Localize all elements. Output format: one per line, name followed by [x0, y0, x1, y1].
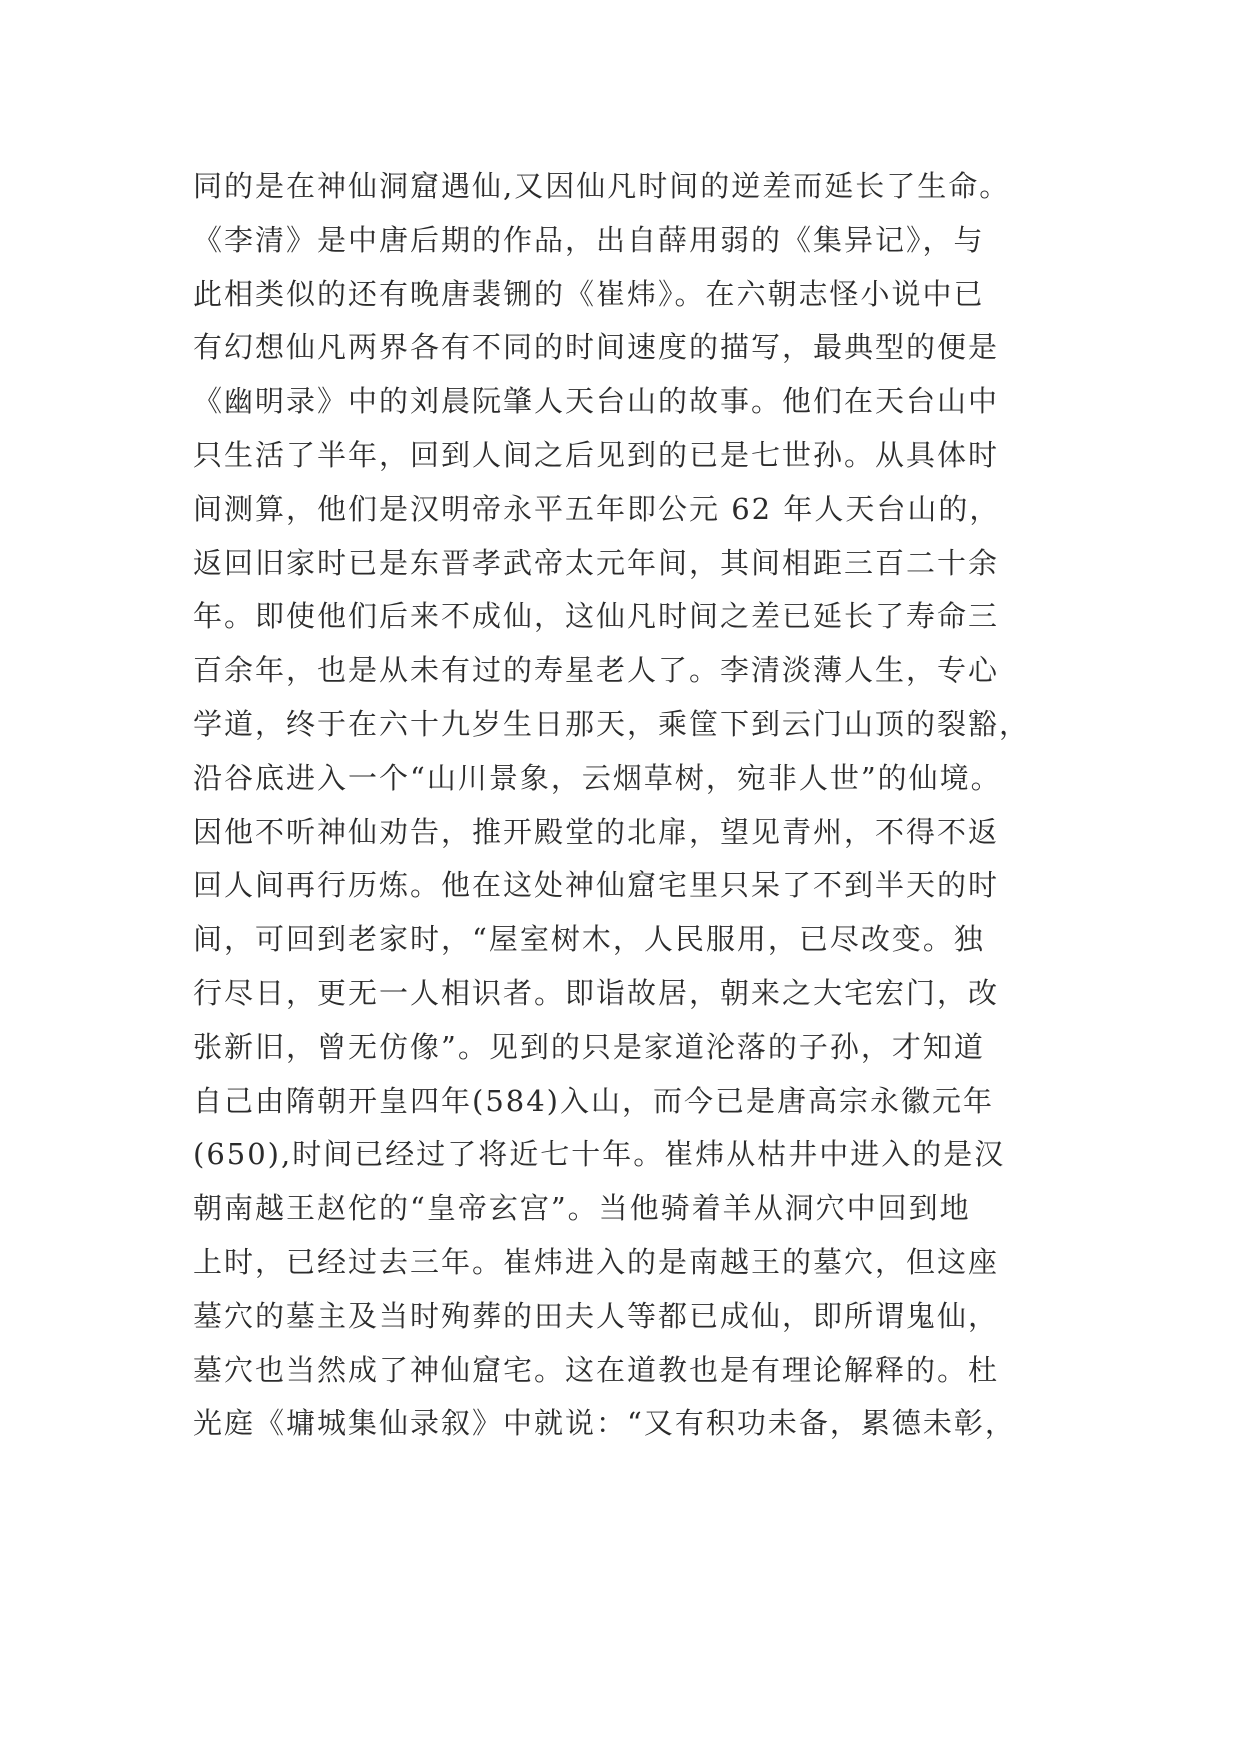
text-line: 张新旧，曾无仿像”。见到的只是家道沦落的子孙，才知道	[193, 1029, 985, 1064]
text-line: 只生活了半年，回到人间之后见到的已是七世孙。从具体时	[193, 437, 1000, 472]
body-text	[193, 160, 1093, 1451]
text-line: 《李清》是中唐后期的作品，出自薛用弱的《集异记》，与	[193, 222, 985, 257]
text-line: 上时，已经过去三年。崔炜进入的是南越王的墓穴，但这座	[193, 1244, 1000, 1279]
text-line: 间，可回到老家时，“屋室树木，人民服用，已尽改变。独	[193, 922, 985, 957]
text-line: 此相类似的还有晚唐裴铏的《崔炜》。在六朝志怪小说中已	[193, 276, 985, 311]
text-line: (650),时间已经过了将近七十年。崔炜从枯井中进入的是汉	[193, 1137, 1006, 1172]
text-line: 同的是在神仙洞窟遇仙,又因仙凡时间的逆差而延长了生命。	[193, 169, 1011, 203]
text-line: 年。即使他们后来不成仙，这仙凡时间之差已延长了寿命三	[193, 599, 1000, 634]
text-line: 光庭《墉城集仙录叙》中就说：“又有积功未备，累德未彰，	[193, 1406, 1016, 1441]
text-line: 沿谷底进入一个“山川景象，云烟草树，宛非人世”的仙境。	[193, 760, 1002, 795]
text-line: 行尽日，更无一人相识者。即诣故居，朝来之大宅宏门，改	[193, 975, 1000, 1010]
text-line: 学道，终于在六十九岁生日那天，乘筐下到云门山顶的裂豁，	[193, 706, 1031, 741]
text-line: 墓穴也当然成了神仙窟宅。这在道教也是有理论解释的。杜	[193, 1352, 1000, 1387]
text-line: 自己由隋朝开皇四年(584)入山，而今已是唐高宗永徽元年	[193, 1083, 994, 1118]
text-line: 间测算，他们是汉明帝永平五年即公元 62 年人天台山的，	[193, 491, 1001, 526]
text-line: 因他不听神仙劝告，推开殿堂的北扉，望见青州，不得不返	[193, 814, 1000, 849]
text-line: 有幻想仙凡两界各有不同的时间速度的描写，最典型的便是	[193, 330, 1000, 365]
text-line: 回人间再行历炼。他在这处神仙窟宅里只呆了不到半天的时	[193, 868, 1000, 903]
text-line: 墓穴的墓主及当时殉葬的田夫人等都已成仙，即所谓鬼仙，	[193, 1298, 1000, 1333]
text-line: 返回旧家时已是东晋孝武帝太元年间，其间相距三百二十余	[193, 545, 1000, 580]
text-line: 百余年，也是从未有过的寿星老人了。李清淡薄人生，专心	[193, 653, 1000, 688]
text-line: 朝南越王赵佗的“皇帝玄宫”。当他骑着羊从洞穴中回到地	[193, 1191, 971, 1226]
text-line: 《幽明录》中的刘晨阮肇人天台山的故事。他们在天台山中	[193, 384, 1000, 419]
